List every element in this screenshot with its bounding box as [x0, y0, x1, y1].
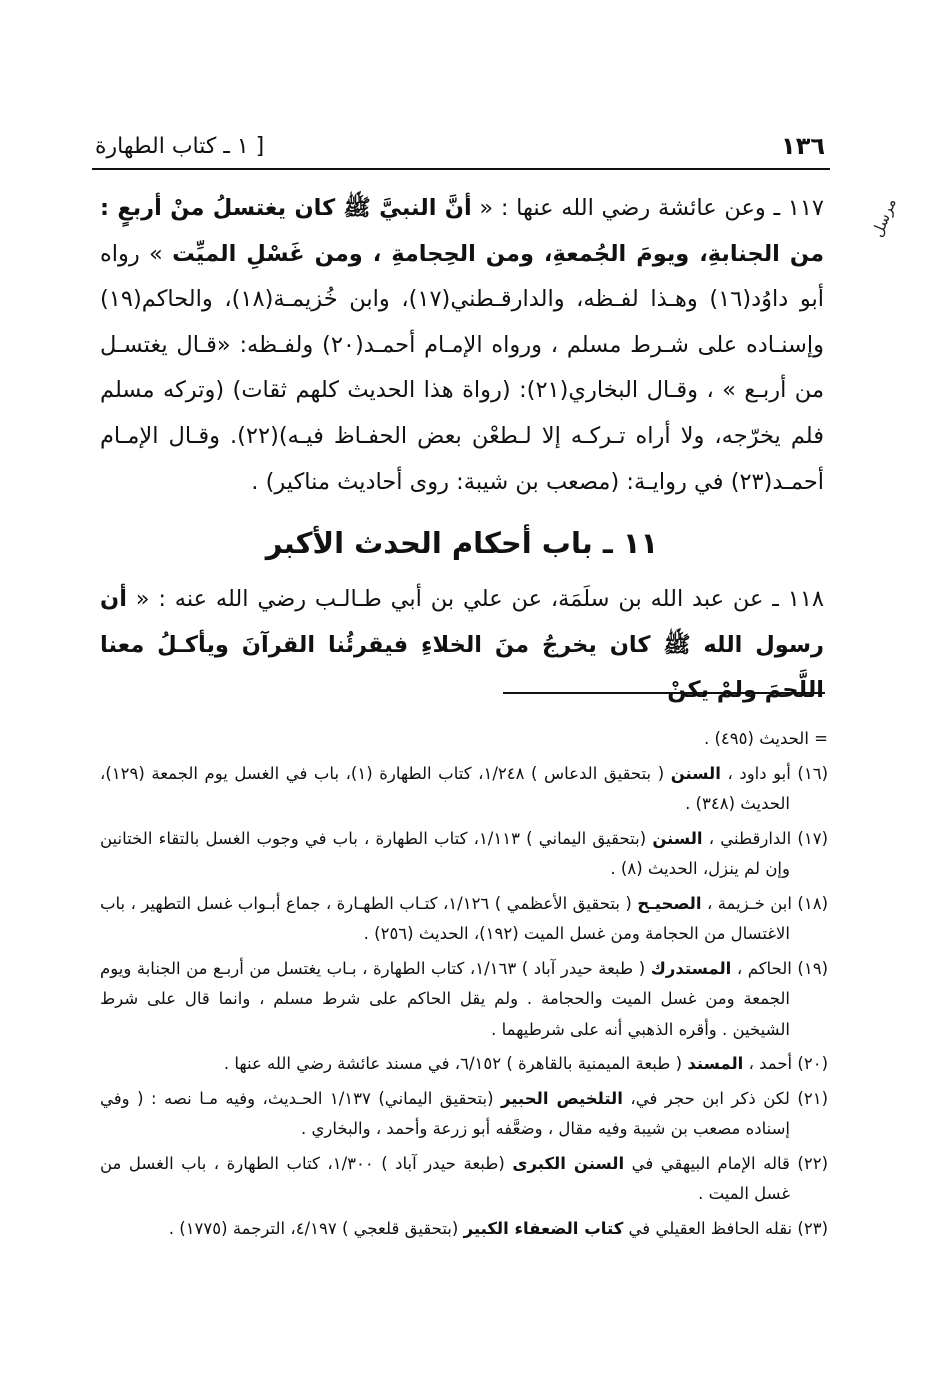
- hadith-117-text-1: وهـذا لفـظه، والدارقـطني: [450, 286, 710, 313]
- hadith-117-text-7: . وقـال الإمـام أحمـد: [100, 422, 824, 495]
- hadith-118-opening: ١١٨ ـ عن عبد الله بن سلَمَة، عن علي بن أبي طـالـب رضي الله عنه : «: [126, 586, 824, 613]
- footnote-author: أبو داود ،: [720, 763, 791, 783]
- hadith-117: [100, 186, 824, 505]
- hadith-117-text-3: ، والحاكم: [141, 286, 232, 313]
- footnote-text: (بتحقيق اليماني) ١/١٣٧ الحـديث، وفيه مـا نصه : ( وفي إسناده مصعب بن شيبة وفيه مقال ، وضعَّفه أبو زرعة وأحمد ، والبخاري .: [100, 1088, 790, 1138]
- footnote-text: ( طبعة الميمنية بالقاهرة ) ٦/١٥٢، في مسند عائشة رضي الله عنها .: [223, 1054, 688, 1073]
- footnote-22: [100, 1149, 828, 1210]
- footnote-book-title: كتاب الضعفاء الكبير: [463, 1218, 624, 1238]
- footnote-number: (٢٣): [797, 1218, 828, 1238]
- footnote-16: [100, 759, 828, 820]
- footnote-number: (١٧): [797, 828, 828, 848]
- footnote-17: [100, 824, 828, 885]
- footnote-text: = الحديث (٤٩٥) .: [703, 729, 828, 748]
- footnote-book-title: السنن: [670, 763, 721, 783]
- footnote-ref-20[interactable]: (٢٠): [322, 331, 364, 358]
- footnote-number: (٢١): [797, 1088, 828, 1108]
- footnote-ref-22[interactable]: (٢٢): [237, 422, 279, 449]
- footnote-text: (بتحقيق اليماني ) ١/١١٣، كتاب الطهارة ، باب في وجوب الغسل بالتقاء الختانين وإن لم ينزل، الحديث (٨) .: [100, 828, 790, 878]
- hadith-117-matn: أنَّ النبيَّ ﷺ كان يغتسلُ منْ أربعٍ : من الجنابةِ، ويومَ الجُمعةِ، ومن الحِجامةِ ، ومن غَسْلِ الميِّت: [100, 195, 824, 267]
- hadith-117-text-6: : (رواة هذا الحديث كلهم ثقات) (وتركه مسلم فلم يخرّجه، ولا أراه تـركـه إلا لـطعْن بعض الحفـاظ فيـه): [100, 377, 824, 449]
- footnote-text: (بتحقيق قلعجي ) ٤/١٩٧، الترجمة (١٧٧٥) .: [168, 1218, 464, 1238]
- footnote-book-title: المسند: [687, 1054, 744, 1073]
- footnote-ref-16[interactable]: (١٦): [709, 286, 752, 313]
- footnote-author: أحمد ،: [743, 1054, 793, 1073]
- footnote-text: ( طبعة حيدر آباد ) ١/١٦٣، كتاب الطهارة ، بـاب يغتسل من أربـع من الجنابة ويوم الجمعة ومن غسل الميت والحجامة . ولم يقل الحاكم على شرط مسلم ، وانما قال على شرط الشيخين . وأقره الذهبي أنه على شرطيهما .: [100, 958, 790, 1039]
- footnote-ref-17[interactable]: (١٧): [408, 286, 451, 313]
- footnote-23: [100, 1214, 828, 1245]
- footnote-20: [100, 1049, 828, 1080]
- footnote-book-title: السنن: [652, 828, 703, 848]
- hadith-117-text-8: في روايـة: (مصعب بن شيبة: روى أحاديث مناكير) .: [251, 468, 731, 495]
- footnote-ref-18[interactable]: (١٨): [231, 286, 274, 313]
- footnote-number: (١٨): [797, 893, 828, 913]
- footnote-ref-23[interactable]: (٢٣): [730, 468, 773, 495]
- margin-handwritten-note: مرسل: [868, 195, 900, 240]
- main-text: [100, 186, 824, 714]
- footnote-author: ابن خـزيمة ،: [701, 893, 792, 913]
- footnote-book-title: التلخيص الحبير: [501, 1088, 623, 1108]
- footnote-number: (٢٠): [797, 1054, 828, 1073]
- footnote-number: (١٩): [797, 958, 829, 978]
- section-heading: ١١ ـ باب أحكام الحدث الأكبر: [265, 526, 659, 561]
- footnote-book-title: الصحيـح: [637, 893, 702, 913]
- footnote-number: (٢٢): [797, 1153, 828, 1173]
- page-number: ١٣٦: [781, 132, 825, 160]
- footnote-book-title: السنن الكبرى: [512, 1153, 625, 1173]
- header-divider: [92, 168, 830, 170]
- footnote-author: لكن ذكر ابن حجر في،: [622, 1088, 790, 1108]
- footnote-text: ( بتحقيق الدعاس ) ١/٢٤٨، كتاب الطهارة (١)، باب في الغسل يوم الجمعة (١٢٩)، الحديث (٣٤٨) .: [100, 763, 790, 813]
- footnote-book-title: المستدرك: [650, 958, 732, 978]
- footnote-ref-19[interactable]: (١٩): [100, 286, 142, 313]
- footnote-text: (طبعة حيدر آباد ) ١/٣٠٠، كتاب الطهارة ، باب الغسل من غسل الميت .: [100, 1153, 790, 1203]
- footnote-author: الدارقطني ،: [702, 828, 792, 848]
- hadith-118-matn: أن رسول الله ﷺ كان يخرجُ منَ الخلاءِ فيقرئُنا القرآنَ ويأكـلُ معنا اللَّحمَ ولمْ يكنْ: [100, 586, 824, 704]
- hadith-117-text-4: وإسنـاده على شـرط مسلم ، ورواه الإمـام أحمـد: [363, 331, 824, 358]
- footnote-21: [100, 1084, 828, 1145]
- footnote-19: [100, 954, 828, 1046]
- footnote-number: (١٦): [797, 763, 829, 783]
- footnote-author: الحاكم ،: [731, 958, 792, 978]
- footnote-divider: [503, 692, 825, 694]
- footnote-continuation: [100, 724, 828, 755]
- chapter-title: [ ١ ـ كتاب الطهارة: [95, 133, 265, 159]
- hadith-117-text-5: ولفـظه: «قـال يغتسـل من أربـع » ، وقـال البخاري: [100, 331, 824, 404]
- footnotes: [100, 724, 828, 1248]
- footnote-text: ( بتحقيق الأعظمي ) ١/١٢٦، كتـاب الطهـارة ، جماع أبـواب غسل التطهير ، باب الاغتسال من الحجامة ومن غسل الميت (١٩٢)، الحديث (٢٥٦) .: [100, 893, 790, 943]
- footnote-author: نقله الحافظ العقيلي في: [623, 1218, 793, 1238]
- footnote-author: قاله الإمام البيهقي في: [624, 1153, 790, 1173]
- hadith-117-opening: ١١٧ ـ وعن عائشة رضي الله عنها : «: [471, 195, 824, 221]
- hadith-117-closing: » رواه أبو داوُد: [100, 240, 825, 313]
- footnote-18: [100, 889, 828, 950]
- footnote-ref-21[interactable]: (٢١): [526, 377, 569, 404]
- running-header: [95, 128, 825, 164]
- hadith-117-text-2: ، وابن خُزيمـة: [273, 286, 409, 313]
